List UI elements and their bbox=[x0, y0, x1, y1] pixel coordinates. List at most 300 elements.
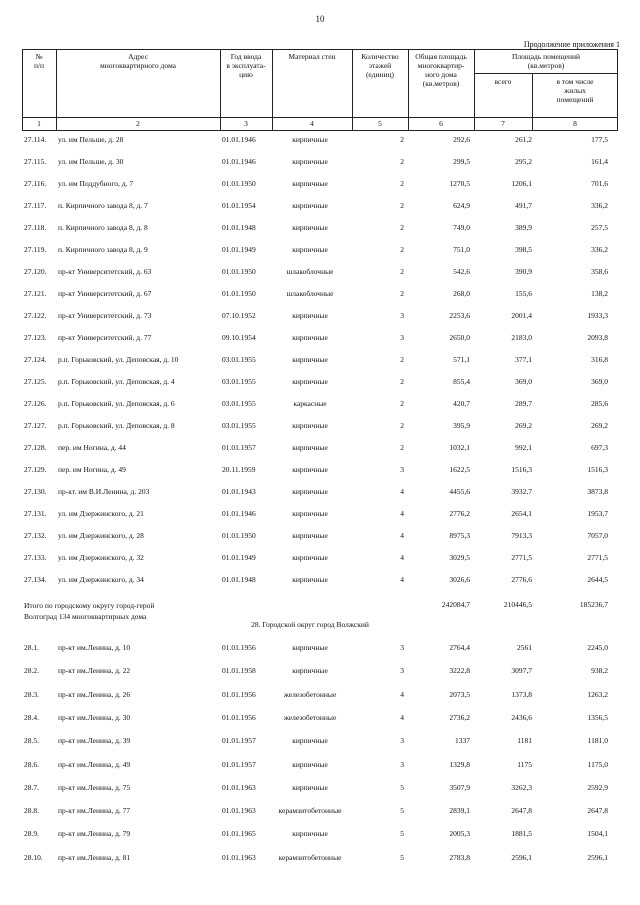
row-total-area: 2783,8 bbox=[449, 852, 470, 862]
row-area-living: 1933,3 bbox=[587, 311, 608, 320]
row-address: п. Кирпичного завода 8, д. 7 bbox=[58, 201, 148, 210]
row-total-area: 292,6 bbox=[453, 135, 470, 144]
row-area-living: 138,2 bbox=[591, 289, 608, 298]
row-address: пр-кт им.Ленина, д. 79 bbox=[58, 829, 131, 839]
row-material: кирпичные bbox=[292, 157, 328, 166]
row-area-living: 7057,0 bbox=[587, 531, 608, 540]
row-year: 01.01.1943 bbox=[222, 487, 256, 496]
table-row bbox=[0, 179, 640, 191]
table-row bbox=[0, 465, 640, 477]
row-number: 28.4. bbox=[24, 712, 39, 722]
row-area-all: 389,9 bbox=[515, 223, 532, 232]
row-floors: 3 bbox=[400, 643, 404, 652]
row-total-area: 3222,8 bbox=[449, 666, 470, 676]
row-year: 01.01.1958 bbox=[222, 666, 256, 676]
row-number: 27.115. bbox=[24, 157, 47, 166]
row-area-living: 2647,8 bbox=[587, 806, 608, 816]
row-material: кирпичные bbox=[292, 377, 328, 386]
total-line1: Итого по городскому округу город-герой bbox=[24, 601, 155, 610]
row-address: пер. им Ногина, д. 49 bbox=[58, 465, 126, 474]
row-address: р.п. Горьковский, ул. Деповская, д. 6 bbox=[58, 399, 175, 408]
row-area-all: 1373,8 bbox=[511, 689, 532, 699]
row-area-all: 2654,1 bbox=[511, 509, 532, 518]
table-row bbox=[0, 311, 640, 323]
row-floors: 4 bbox=[400, 531, 404, 540]
table-row bbox=[0, 201, 640, 213]
row-area-living: 1181,0 bbox=[587, 736, 608, 746]
row-address: пр-кт им.Ленина, д. 81 bbox=[58, 852, 131, 862]
row-address: пр-кт им.Ленина, д. 77 bbox=[58, 806, 131, 816]
row-floors: 2 bbox=[400, 289, 404, 298]
col-num: 4 bbox=[310, 119, 314, 128]
row-address: пр-кт им.Ленина, д. 26 bbox=[58, 689, 131, 699]
total-label bbox=[24, 600, 154, 622]
row-number: 28.1. bbox=[24, 643, 39, 652]
row-total-area: 2736,2 bbox=[449, 712, 470, 722]
row-floors: 3 bbox=[400, 736, 404, 746]
row-floors: 2 bbox=[400, 377, 404, 386]
table-row bbox=[0, 643, 640, 655]
section-title: 28. Городской округ город Волжский bbox=[251, 620, 369, 629]
header-total-area: Общая площадь многоквартир- ного дома (кв.метров) bbox=[415, 52, 467, 88]
row-address: пр-кт Университетский, д. 63 bbox=[58, 267, 152, 276]
table-row bbox=[0, 666, 640, 678]
row-total-area: 751,0 bbox=[453, 245, 470, 254]
row-total-area: 3507,9 bbox=[449, 782, 470, 792]
row-material: кирпичные bbox=[292, 443, 328, 452]
row-area-living: 316,8 bbox=[591, 355, 608, 364]
row-number: 27.122. bbox=[24, 311, 47, 320]
row-address: пер. им Ногина, д. 44 bbox=[58, 443, 126, 452]
row-material: кирпичные bbox=[292, 553, 328, 562]
row-area-all: 2561 bbox=[517, 643, 532, 652]
row-area-all: 2001,4 bbox=[511, 311, 532, 320]
row-floors: 2 bbox=[400, 201, 404, 210]
total-all-value: 210446,5 bbox=[503, 600, 532, 609]
col-num: 5 bbox=[378, 119, 382, 128]
header-material: Материал стен bbox=[288, 52, 336, 61]
row-area-living: 2644,5 bbox=[587, 575, 608, 584]
row-total-area: 624,9 bbox=[453, 201, 470, 210]
row-floors: 2 bbox=[400, 421, 404, 430]
row-material: кирпичные bbox=[292, 487, 328, 496]
row-material: кирпичные bbox=[292, 311, 328, 320]
row-area-living: 369,0 bbox=[591, 377, 608, 386]
table-row bbox=[0, 736, 640, 748]
row-area-living: 285,6 bbox=[591, 399, 608, 408]
row-area-living: 1516,3 bbox=[587, 465, 608, 474]
table-row bbox=[0, 223, 640, 235]
row-address: пр-кт Университетский, д. 67 bbox=[58, 289, 152, 298]
table-row bbox=[0, 443, 640, 455]
total-area-value: 242084,7 bbox=[441, 600, 470, 609]
row-material: железобетонные bbox=[283, 712, 337, 722]
row-address: пр-кт им.Ленина, д. 49 bbox=[58, 759, 131, 769]
row-total-area: 542,6 bbox=[453, 267, 470, 276]
row-year: 01.01.1957 bbox=[222, 759, 256, 769]
row-area-all: 2183,0 bbox=[511, 333, 532, 342]
row-material: кирпичные bbox=[292, 333, 328, 342]
row-area-living: 2596,1 bbox=[587, 852, 608, 862]
row-material: кирпичные bbox=[292, 531, 328, 540]
header-no: № п/п bbox=[33, 52, 45, 70]
row-address: ул. им Пельше, д. 30 bbox=[58, 157, 124, 166]
row-area-living: 2592,9 bbox=[587, 782, 608, 792]
row-number: 27.134. bbox=[24, 575, 47, 584]
row-number: 27.125. bbox=[24, 377, 47, 386]
row-number: 27.116. bbox=[24, 179, 47, 188]
col-num: 7 bbox=[501, 119, 505, 128]
row-area-living: 2771,5 bbox=[587, 553, 608, 562]
row-total-area: 3026,6 bbox=[449, 575, 470, 584]
row-year: 03.01.1955 bbox=[222, 399, 256, 408]
row-address: пр-кт им.Ленина, д. 30 bbox=[58, 712, 131, 722]
row-material: кирпичные bbox=[292, 179, 328, 188]
row-number: 27.119. bbox=[24, 245, 47, 254]
table-row bbox=[0, 531, 640, 543]
row-floors: 2 bbox=[400, 245, 404, 254]
total-line2: Волгоград 134 многоквартирных дома bbox=[24, 612, 147, 621]
row-address: п. Кирпичного завода 8, д. 9 bbox=[58, 245, 148, 254]
row-floors: 2 bbox=[400, 443, 404, 452]
row-total-area: 420,7 bbox=[453, 399, 470, 408]
row-total-area: 8975,3 bbox=[449, 531, 470, 540]
row-year: 01.01.1963 bbox=[222, 806, 256, 816]
row-area-all: 2596,1 bbox=[511, 852, 532, 862]
row-year: 01.01.1949 bbox=[222, 553, 256, 562]
table-row bbox=[0, 399, 640, 411]
row-area-all: 377,1 bbox=[515, 355, 532, 364]
table-row bbox=[0, 421, 640, 433]
row-area-all: 491,7 bbox=[515, 201, 532, 210]
row-floors: 5 bbox=[400, 782, 404, 792]
row-address: пр-кт Университетский, д. 77 bbox=[58, 333, 152, 342]
row-area-all: 1206,1 bbox=[511, 179, 532, 188]
row-year: 01.01.1949 bbox=[222, 245, 256, 254]
row-year: 09.10.1954 bbox=[222, 333, 256, 342]
row-total-area: 2776,2 bbox=[449, 509, 470, 518]
row-material: каркасные bbox=[293, 399, 327, 408]
row-number: 28.10. bbox=[24, 852, 43, 862]
row-number: 27.129. bbox=[24, 465, 47, 474]
row-floors: 2 bbox=[400, 399, 404, 408]
row-number: 27.121. bbox=[24, 289, 47, 298]
row-address: пр-кт. им В.И.Ленина, д. 203 bbox=[58, 487, 150, 496]
row-year: 01.01.1950 bbox=[222, 289, 256, 298]
row-year: 01.01.1946 bbox=[222, 135, 256, 144]
row-number: 27.130. bbox=[24, 487, 47, 496]
table-row bbox=[0, 333, 640, 345]
row-area-all: 369,0 bbox=[515, 377, 532, 386]
row-number: 27.133. bbox=[24, 553, 47, 562]
table-row bbox=[0, 157, 640, 169]
table-row bbox=[0, 783, 640, 795]
row-area-all: 1181 bbox=[517, 736, 532, 746]
row-total-area: 4455,6 bbox=[449, 487, 470, 496]
row-total-area: 1329,8 bbox=[449, 759, 470, 769]
row-material: кирпичные bbox=[292, 223, 328, 232]
row-year: 01.01.1948 bbox=[222, 575, 256, 584]
row-area-living: 257,5 bbox=[591, 223, 608, 232]
row-material: керамзитобетонные bbox=[278, 806, 342, 816]
row-material: кирпичные bbox=[292, 421, 328, 430]
row-material: железобетонные bbox=[283, 689, 337, 699]
row-year: 03.01.1955 bbox=[222, 355, 256, 364]
table-row bbox=[0, 713, 640, 725]
row-area-all: 1516,3 bbox=[511, 465, 532, 474]
row-total-area: 1032,1 bbox=[449, 443, 470, 452]
row-year: 01.01.1950 bbox=[222, 267, 256, 276]
table-row bbox=[0, 135, 640, 147]
row-floors: 4 bbox=[400, 712, 404, 722]
table-row bbox=[0, 575, 640, 587]
row-number: 27.126. bbox=[24, 399, 47, 408]
row-address: пр-кт им.Ленина, д. 39 bbox=[58, 736, 131, 746]
row-material: кирпичные bbox=[292, 355, 328, 364]
row-total-area: 2650,0 bbox=[449, 333, 470, 342]
row-material: кирпичные bbox=[292, 245, 328, 254]
row-number: 28.8. bbox=[24, 806, 39, 816]
row-floors: 2 bbox=[400, 135, 404, 144]
row-number: 28.6. bbox=[24, 759, 39, 769]
row-number: 27.128. bbox=[24, 443, 47, 452]
row-area-all: 289,7 bbox=[515, 399, 532, 408]
row-number: 27.127. bbox=[24, 421, 47, 430]
row-year: 01.01.1948 bbox=[222, 223, 256, 232]
row-area-all: 7913,3 bbox=[511, 531, 532, 540]
header-living: в том числе жилых помещений bbox=[556, 77, 594, 104]
col-num: 3 bbox=[244, 119, 248, 128]
row-year: 01.01.1957 bbox=[222, 736, 256, 746]
row-area-living: 336,2 bbox=[591, 201, 608, 210]
header-year: Год ввода в эксплуата- цию bbox=[226, 52, 266, 79]
table-row bbox=[0, 509, 640, 521]
row-floors: 2 bbox=[400, 157, 404, 166]
table-row bbox=[0, 829, 640, 841]
row-area-all: 261,2 bbox=[515, 135, 532, 144]
row-area-all: 3097,7 bbox=[511, 666, 532, 676]
row-material: шлакоблочные bbox=[286, 267, 334, 276]
row-floors: 5 bbox=[400, 829, 404, 839]
row-year: 20.11.1959 bbox=[222, 465, 256, 474]
row-total-area: 3029,5 bbox=[449, 553, 470, 562]
row-area-living: 701,6 bbox=[591, 179, 608, 188]
row-address: ул. им Дзержинского, д. 34 bbox=[58, 575, 144, 584]
row-floors: 4 bbox=[400, 689, 404, 699]
row-number: 27.123. bbox=[24, 333, 47, 342]
row-number: 28.3. bbox=[24, 689, 39, 699]
row-area-all: 2647,8 bbox=[511, 806, 532, 816]
row-total-area: 2839,1 bbox=[449, 806, 470, 816]
row-material: шлакоблочные bbox=[286, 289, 334, 298]
row-area-all: 1881,5 bbox=[511, 829, 532, 839]
row-number: 28.9. bbox=[24, 829, 39, 839]
table-row bbox=[0, 690, 640, 702]
row-material: кирпичные bbox=[292, 759, 328, 769]
row-floors: 3 bbox=[400, 311, 404, 320]
col-num: 1 bbox=[37, 119, 41, 128]
row-floors: 3 bbox=[400, 666, 404, 676]
row-year: 01.01.1946 bbox=[222, 509, 256, 518]
row-year: 01.01.1957 bbox=[222, 443, 256, 452]
row-address: ул. им Поддубного, д. 7 bbox=[58, 179, 134, 188]
row-number: 27.131. bbox=[24, 509, 47, 518]
row-area-all: 992,1 bbox=[515, 443, 532, 452]
col-num: 2 bbox=[136, 119, 140, 128]
row-address: пр-кт им.Ленина, д. 22 bbox=[58, 666, 131, 676]
row-year: 01.01.1963 bbox=[222, 782, 256, 792]
row-material: кирпичные bbox=[292, 666, 328, 676]
row-number: 28.5. bbox=[24, 736, 39, 746]
row-area-living: 938,2 bbox=[591, 666, 608, 676]
row-total-area: 855,4 bbox=[453, 377, 470, 386]
row-address: ул. им Пельше, д. 28 bbox=[58, 135, 124, 144]
row-floors: 4 bbox=[400, 553, 404, 562]
row-floors: 3 bbox=[400, 333, 404, 342]
row-material: кирпичные bbox=[292, 782, 328, 792]
row-area-living: 1175,0 bbox=[587, 759, 608, 769]
row-year: 03.01.1955 bbox=[222, 377, 256, 386]
row-total-area: 749,0 bbox=[453, 223, 470, 232]
header-premises: Площадь помещений (кв.метров) bbox=[512, 52, 580, 70]
row-total-area: 268,0 bbox=[453, 289, 470, 298]
row-year: 01.01.1963 bbox=[222, 852, 256, 862]
row-year: 01.01.1956 bbox=[222, 689, 256, 699]
row-total-area: 571,1 bbox=[453, 355, 470, 364]
table-row bbox=[0, 355, 640, 367]
row-year: 01.01.1956 bbox=[222, 712, 256, 722]
row-number: 27.124. bbox=[24, 355, 47, 364]
row-total-area: 2073,5 bbox=[449, 689, 470, 699]
row-total-area: 2005,3 bbox=[449, 829, 470, 839]
row-area-living: 3873,8 bbox=[587, 487, 608, 496]
row-area-all: 3262,3 bbox=[511, 782, 532, 792]
table-row bbox=[0, 377, 640, 389]
header-floors: Количество этажей (единиц) bbox=[361, 52, 399, 79]
row-area-all: 155,6 bbox=[515, 289, 532, 298]
table-row bbox=[0, 760, 640, 772]
row-total-area: 395,9 bbox=[453, 421, 470, 430]
row-floors: 5 bbox=[400, 806, 404, 816]
row-number: 27.120. bbox=[24, 267, 47, 276]
col-num: 6 bbox=[439, 119, 443, 128]
row-area-living: 358,6 bbox=[591, 267, 608, 276]
row-floors: 3 bbox=[400, 465, 404, 474]
row-year: 01.01.1965 bbox=[222, 829, 256, 839]
row-area-living: 177,5 bbox=[591, 135, 608, 144]
row-floors: 5 bbox=[400, 852, 404, 862]
row-address: р.п. Горьковский, ул. Деповская, д. 4 bbox=[58, 377, 175, 386]
row-area-living: 2245,0 bbox=[587, 643, 608, 652]
row-number: 27.117. bbox=[24, 201, 47, 210]
row-year: 01.01.1954 bbox=[222, 201, 256, 210]
row-floors: 4 bbox=[400, 575, 404, 584]
column-numbers bbox=[22, 119, 618, 131]
row-floors: 4 bbox=[400, 509, 404, 518]
row-floors: 2 bbox=[400, 355, 404, 364]
row-number: 27.114. bbox=[24, 135, 47, 144]
row-material: керамзитобетонные bbox=[278, 852, 342, 862]
row-area-living: 269,2 bbox=[591, 421, 608, 430]
row-year: 01.01.1950 bbox=[222, 179, 256, 188]
table-row bbox=[0, 553, 640, 565]
row-area-living: 1504,1 bbox=[587, 829, 608, 839]
row-total-area: 2253,6 bbox=[449, 311, 470, 320]
row-material: кирпичные bbox=[292, 829, 328, 839]
table-row bbox=[0, 289, 640, 301]
row-number: 28.7. bbox=[24, 782, 39, 792]
row-address: р.п. Горьковский, ул. Деповская, д. 10 bbox=[58, 355, 179, 364]
header-all: всего bbox=[494, 77, 512, 86]
table-row bbox=[0, 267, 640, 279]
table-row bbox=[0, 245, 640, 257]
row-floors: 2 bbox=[400, 223, 404, 232]
row-area-all: 398,5 bbox=[515, 245, 532, 254]
row-total-area: 1337 bbox=[455, 736, 470, 746]
continuation-label: Продолжение приложения 1 bbox=[523, 40, 620, 49]
table-row bbox=[0, 806, 640, 818]
row-material: кирпичные bbox=[292, 643, 328, 652]
row-area-all: 2771,5 bbox=[511, 553, 532, 562]
col-num: 8 bbox=[573, 119, 577, 128]
row-area-all: 2776,6 bbox=[511, 575, 532, 584]
row-address: ул. им Дзержинского, д. 28 bbox=[58, 531, 144, 540]
row-area-living: 1953,7 bbox=[587, 509, 608, 518]
row-total-area: 2764,4 bbox=[449, 643, 470, 652]
row-area-living: 1263,2 bbox=[587, 689, 608, 699]
row-address: пр-кт Университетский, д. 73 bbox=[58, 311, 152, 320]
row-area-all: 1175 bbox=[517, 759, 532, 769]
row-material: кирпичные bbox=[292, 575, 328, 584]
row-year: 01.01.1946 bbox=[222, 157, 256, 166]
row-number: 28.2. bbox=[24, 666, 39, 676]
row-area-all: 390,9 bbox=[515, 267, 532, 276]
row-area-all: 3932,7 bbox=[511, 487, 532, 496]
row-area-all: 295,2 bbox=[515, 157, 532, 166]
row-address: п. Кирпичного завода 8, д. 8 bbox=[58, 223, 148, 232]
row-area-living: 1356,5 bbox=[587, 712, 608, 722]
total-living-value: 185236,7 bbox=[579, 600, 608, 609]
row-area-living: 697,3 bbox=[591, 443, 608, 452]
row-area-all: 269,2 bbox=[515, 421, 532, 430]
row-address: ул. им Дзержинского, д. 21 bbox=[58, 509, 144, 518]
table-row bbox=[0, 853, 640, 865]
row-material: кирпичные bbox=[292, 509, 328, 518]
row-material: кирпичные bbox=[292, 736, 328, 746]
row-address: ул. им Дзержинского, д. 32 bbox=[58, 553, 144, 562]
row-address: пр-кт им.Ленина, д. 75 bbox=[58, 782, 131, 792]
row-material: кирпичные bbox=[292, 201, 328, 210]
row-total-area: 1622,5 bbox=[449, 465, 470, 474]
row-floors: 3 bbox=[400, 759, 404, 769]
row-floors: 2 bbox=[400, 179, 404, 188]
row-year: 01.01.1956 bbox=[222, 643, 256, 652]
row-floors: 2 bbox=[400, 267, 404, 276]
row-number: 27.132. bbox=[24, 531, 47, 540]
row-area-living: 2093,8 bbox=[587, 333, 608, 342]
table-row bbox=[0, 487, 640, 499]
row-floors: 4 bbox=[400, 487, 404, 496]
row-address: р.п. Горьковский, ул. Деповская, д. 8 bbox=[58, 421, 175, 430]
row-area-all: 2436,6 bbox=[511, 712, 532, 722]
row-year: 03.01.1955 bbox=[222, 421, 256, 430]
row-total-area: 299,5 bbox=[453, 157, 470, 166]
header-address: Адрес многоквартирного дома bbox=[100, 52, 176, 70]
row-area-living: 336,2 bbox=[591, 245, 608, 254]
row-area-living: 161,4 bbox=[591, 157, 608, 166]
row-material: кирпичные bbox=[292, 465, 328, 474]
row-total-area: 1270,5 bbox=[449, 179, 470, 188]
